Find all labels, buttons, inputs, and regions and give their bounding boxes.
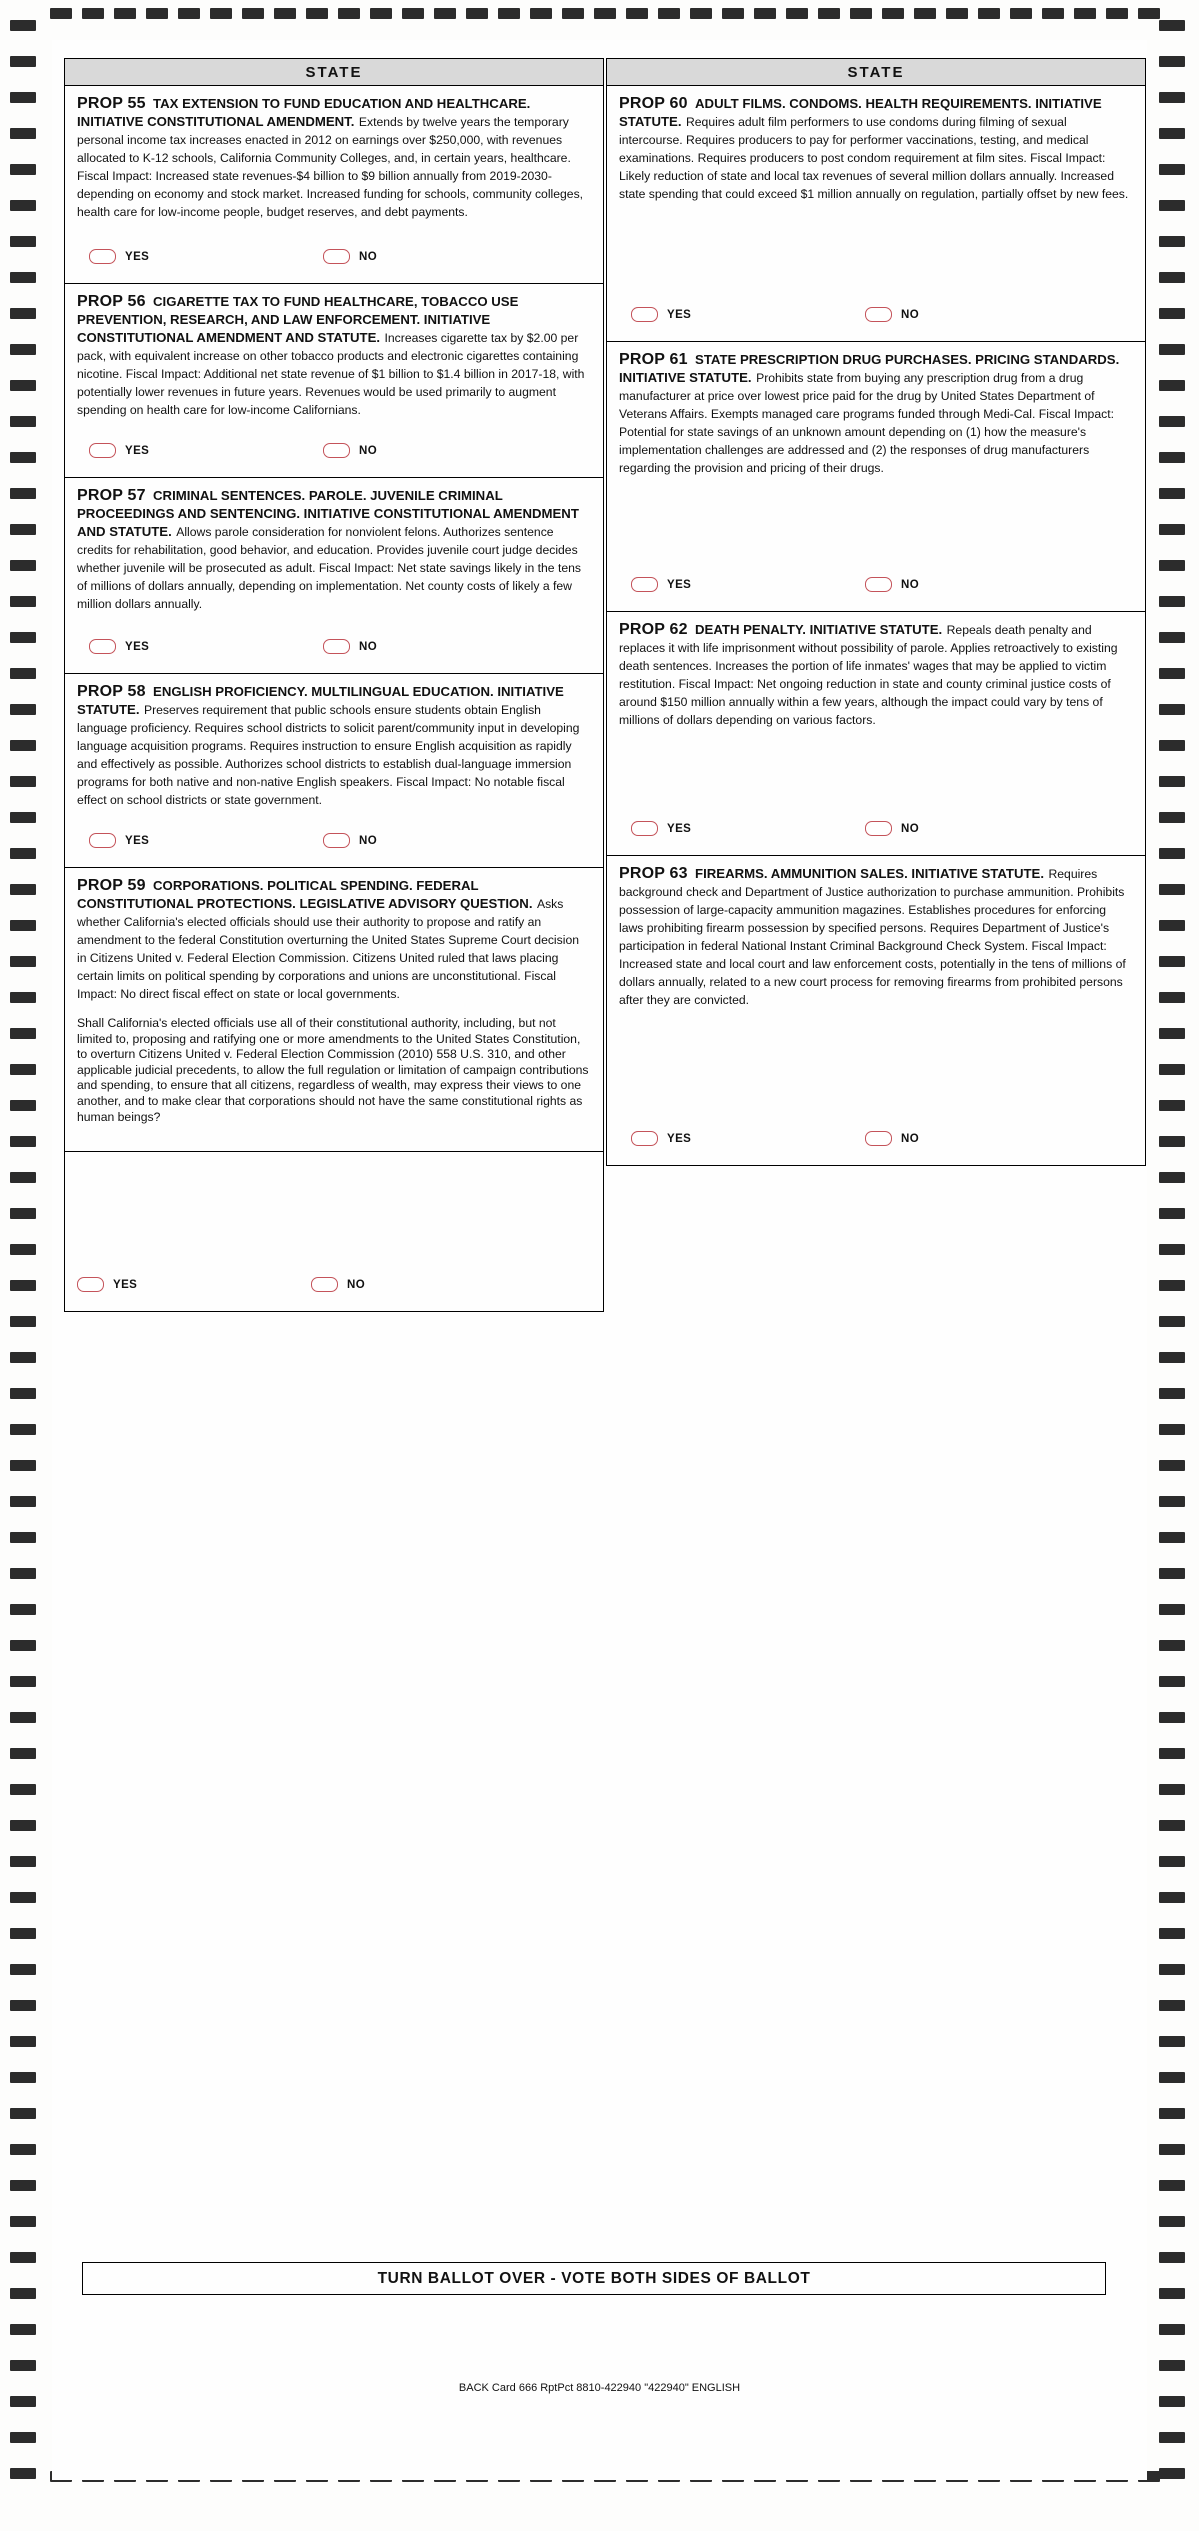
sprocket-hole [1159,452,1185,463]
vote-area-prop-60 [619,203,1133,335]
sprocket-hole [1159,1028,1185,1039]
measure-number-prop-55: PROP 55 [77,95,146,112]
sprocket-hole [10,128,36,139]
sprocket-hole [1159,920,1185,931]
perforation-mark [1042,8,1064,19]
perforation-mark [242,8,264,19]
vote-option-no-prop-60[interactable] [865,307,919,322]
vote-oval-icon[interactable] [311,1277,338,1292]
sprocket-hole [10,596,36,607]
vote-option-yes-prop-63[interactable] [631,1131,691,1146]
vote-oval-icon[interactable] [865,821,892,836]
perforation-mark [530,8,552,19]
sprocket-hole [10,920,36,931]
sprocket-hole [10,2108,36,2119]
sprocket-hole [1159,524,1185,535]
vote-oval-icon[interactable] [865,577,892,592]
sprocket-hole [10,2072,36,2083]
sprocket-hole [1159,416,1185,427]
measure-body-prop-57: Allows parole consideration for nonviolent felons. Authorizes sentence credits for rehabilitation, good behavior, and education. Provides juvenile court judge decides whether juvenile will be prosecuted as adult. Fiscal Impact: Net state savings likely in the tens of millions of dollars annually, depending on implementation. Net county costs of likely a few million dollars annually. [77,525,581,611]
sprocket-hole [10,1532,36,1543]
sprocket-hole [10,812,36,823]
sprocket-hole [10,1064,36,1075]
sprocket-hole [1159,344,1185,355]
vote-option-yes-prop-60[interactable] [631,307,691,322]
sprocket-hole [10,1820,36,1831]
perforation-mark [786,8,808,19]
sprocket-hole [10,560,36,571]
sprocket-hole [10,2216,36,2227]
measure-body-prop-59: Asks whether California's elected officials should use their authority to propose and ratify an amendment to the federal Constitution overturning the United States Supreme Court decision in Citizens United v. Federal Election Commission. Citizens United ruled that laws placing certain limits on political spending by corporations and unions are unconstitutional. Fiscal Impact: No direct fiscal effect on state or local governments. [77,897,580,1001]
sprocket-hole [10,200,36,211]
vote-oval-icon[interactable] [631,1131,658,1146]
sprocket-hole [1159,1424,1185,1435]
sprocket-hole [1159,1280,1185,1291]
measure-title-text-prop-57: CRIMINAL SENTENCES. PAROLE. JUVENILE CRIMINAL PROCEEDINGS AND SENTENCING. INITIATIVE CONSTITUTIONAL AMENDMENT AND STATUTE. [77,488,579,539]
perforation-mark [594,8,616,19]
measure-body-prop-63: Requires background check and Department of Justice authorization to purchase ammunition. Prohibits possession of large-capacity ammunition magazines. Establishes procedures for enforcing laws prohibiting firearm possession by specified persons. Requires Department of Justice's participation in federal National Instant Criminal Background Check System. Fiscal Impact: Increased state and local court and law enforcement costs, potentially in the tens of millions of dollars annually, related to a new court process for removing firearms from prohibited persons after they are convicted. [619,867,1126,1007]
sprocket-hole [10,848,36,859]
measure-prop-60 [606,86,1146,342]
perforation-mark [690,8,712,19]
vote-oval-icon[interactable] [89,249,116,264]
sprocket-hole [10,884,36,895]
vote-label-yes: YES [667,308,692,321]
measure-prop-61 [606,342,1146,612]
perforation-mark [434,8,456,19]
sprocket-hole [1159,2396,1185,2407]
sprocket-hole [1159,200,1185,211]
sprocket-hole [1159,1712,1185,1723]
perforation-mark [402,8,424,19]
sprocket-hole [1159,1964,1185,1975]
vote-area-prop-61 [619,477,1133,605]
sprocket-hole [1159,560,1185,571]
sprocket-hole [10,2288,36,2299]
perforation-mark [978,8,1000,19]
vote-option-no-prop-55[interactable] [323,249,377,264]
perforation-mark [946,8,968,19]
vote-label-no: NO [901,578,920,591]
sprocket-hole [10,1496,36,1507]
vote-oval-icon[interactable] [89,639,116,654]
sprocket-hole [1159,2360,1185,2371]
sprocket-hole [10,1280,36,1291]
measure-body-prop-56: Increases cigarette tax by $2.00 per pack, with equivalent increase on other tobacco products and electronic cigarettes containing nicotine. Fiscal Impact: Additional net state revenue of $1 billion to $1.4 billion in 2017-18, with potentially lower revenues in future years. Revenues would be used primarily to augment spending on health care for low-income Californians. [77,331,585,417]
sprocket-hole [10,416,36,427]
sprocket-hole [10,452,36,463]
sprocket-hole [1159,1928,1185,1939]
vote-option-yes-prop-56[interactable] [89,443,149,458]
measure-number-prop-61: PROP 61 [619,351,688,368]
sprocket-hole [10,2360,36,2371]
perforation-mark [914,8,936,19]
sprocket-hole [10,1028,36,1039]
sprocket-hole [1159,1748,1185,1759]
sprocket-hole [1159,2000,1185,2011]
sprocket-hole [10,956,36,967]
sprocket-hole [10,1928,36,1939]
measure-prop-59-continuation [64,1152,604,1312]
sprocket-hole [10,1568,36,1579]
vote-label-no: NO [359,640,378,653]
measure-title-prop-62 [619,622,942,637]
perforation-mark [850,8,872,19]
sprocket-hole [1159,92,1185,103]
sprocket-hole [1159,1568,1185,1579]
vote-label-yes: YES [125,444,150,457]
measure-body-prop-58: Preserves requirement that public schools ensure students obtain English language proficiency. Requires school districts to solicit parent/community input in developing language acquisition programs. Requires instruction to ensure English acquisition as rapidly and effectively as possible. Authorizes school districts to establish dual-language immersion programs for both native and non-native English speakers. Fiscal Impact: No notable fiscal effect on school districts or state government. [77,703,580,807]
perforation-mark [626,8,648,19]
vote-option-yes-prop-55[interactable] [89,249,149,264]
vote-area-prop-59-spacer [77,1125,591,1145]
measure-prop-57 [64,478,604,674]
sprocket-hole [10,380,36,391]
sprocket-hole [1159,236,1185,247]
sprocket-hole [1159,1244,1185,1255]
sprocket-hole [1159,1892,1185,1903]
measure-prop-62 [606,612,1146,856]
perforation-mark [306,8,328,19]
sprocket-hole [10,524,36,535]
vote-label-no: NO [359,250,378,263]
sprocket-hole [10,1244,36,1255]
sprocket-hole [1159,2324,1185,2335]
vote-oval-icon[interactable] [865,1131,892,1146]
sprocket-hole [1159,1640,1185,1651]
measure-title-prop-63 [619,866,1044,881]
vote-option-no-prop-57[interactable] [323,639,377,654]
measure-body-prop-55: Extends by twelve years the temporary personal income tax increases enacted in 2012 on earnings over $250,000, with revenues allocated to K-12 schools, California Community Colleges, and, in certain years, healthcare. Fiscal Impact: Increased state revenues-$4 billion to $9 billion annually from 2019-2030-depending on economy and stock market. Increased funding for schools, community colleges, health care for low-income people, budget reserves, and debt payments. [77,115,584,219]
sprocket-hole [10,632,36,643]
sprocket-hole [10,1964,36,1975]
vote-area-prop-63 [619,1009,1133,1159]
vote-area-prop-62 [619,729,1133,849]
sprocket-hole [10,1640,36,1651]
sprocket-hole [1159,2072,1185,2083]
vote-label-yes: YES [125,834,150,847]
sprocket-hole [1159,1676,1185,1687]
measure-title-text-prop-63: FIREARMS. AMMUNITION SALES. INITIATIVE STATUTE. [695,866,1045,881]
sprocket-hole [10,1604,36,1615]
vote-label-yes: YES [125,250,150,263]
sprocket-hole [10,92,36,103]
perforation-mark [658,8,680,19]
measure-number-prop-62: PROP 62 [619,621,688,638]
sprocket-hole [10,236,36,247]
ballot-card [52,40,1147,2480]
vote-label-no: NO [347,1278,366,1291]
vote-option-yes-prop-58[interactable] [89,833,149,848]
vote-label-yes: YES [667,578,692,591]
measure-prop-59 [64,868,604,1152]
vote-oval-icon[interactable] [865,307,892,322]
sprocket-hole [1159,1784,1185,1795]
sprocket-hole [10,488,36,499]
sprocket-hole [1159,1136,1185,1147]
vote-oval-icon[interactable] [77,1277,104,1292]
vote-oval-icon[interactable] [89,833,116,848]
sprocket-hole [10,308,36,319]
vote-option-no-prop-59[interactable] [311,1277,365,1292]
sprocket-hole [10,704,36,715]
column-header-right: STATE [606,58,1146,86]
sprocket-hole [1159,992,1185,1003]
sprocket-hole [1159,164,1185,175]
sprocket-hole [1159,1064,1185,1075]
sprocket-hole [10,1856,36,1867]
column-left [64,58,604,1312]
sprocket-hole [10,2432,36,2443]
measure-title-text-prop-56: CIGARETTE TAX TO FUND HEALTHCARE, TOBACCO USE PREVENTION, RESEARCH, AND LAW ENFORCEMENT. INITIATIVE CONSTITUTIONAL AMENDMENT AND STATUTE. [77,294,519,345]
perforation-mark [498,8,520,19]
sprocket-hole [1159,128,1185,139]
measure-title-text-prop-58: ENGLISH PROFICIENCY. MULTILINGUAL EDUCATION. INITIATIVE STATUTE. [77,684,564,717]
sprocket-hole [10,992,36,1003]
vote-area-prop-57 [77,613,591,667]
vote-oval-icon[interactable] [631,577,658,592]
turn-ballot-over-banner: TURN BALLOT OVER - VOTE BOTH SIDES OF BALLOT [82,2262,1106,2295]
sprocket-hole [10,1748,36,1759]
vote-oval-icon[interactable] [323,249,350,264]
sprocket-hole [1159,668,1185,679]
sprocket-hole [1159,308,1185,319]
sprocket-hole [1159,596,1185,607]
vote-label-no: NO [359,444,378,457]
sprocket-hole [1159,812,1185,823]
sprocket-hole [1159,1100,1185,1111]
sprocket-hole [1159,380,1185,391]
perforation-mark [754,8,776,19]
sprocket-hole [10,1100,36,1111]
sprocket-hole [1159,1856,1185,1867]
sprocket-hole [10,2180,36,2191]
sprocket-hole [10,1892,36,1903]
sprocket-hole [1159,776,1185,787]
sprocket-hole [10,344,36,355]
measure-body-prop-60: Requires adult film performers to use condoms during filming of sexual intercourse. Requires producers to pay for performer vaccinations, testing, and medical examinations. Requires producers to post condom requirement at film sites. Fiscal Impact: Likely reduction of state and local tax revenues of several million dollars annually. Increased state spending that could exceed $1 million annually on regulation, partially offset by new fees. [619,115,1129,201]
vote-option-no-prop-62[interactable] [865,821,919,836]
vote-area-prop-56 [77,419,591,471]
sprocket-hole [1159,1316,1185,1327]
sprocket-hole [10,1316,36,1327]
sprocket-hole [10,2000,36,2011]
perforation-mark [1074,8,1096,19]
column-right [606,58,1146,1166]
vote-option-yes-prop-59[interactable] [77,1277,137,1292]
sprocket-hole [1159,2432,1185,2443]
measure-title-text-prop-62: DEATH PENALTY. INITIATIVE STATUTE. [695,622,943,637]
vote-option-yes-prop-62[interactable] [631,821,691,836]
perforation-mark [338,8,360,19]
sprocket-hole [10,1352,36,1363]
vote-option-yes-prop-61[interactable] [631,577,691,592]
vote-oval-icon[interactable] [89,443,116,458]
sprocket-hole [10,1424,36,1435]
perforation-mark [818,8,840,19]
sprocket-hole [1159,884,1185,895]
sprocket-hole [1159,2108,1185,2119]
sprocket-hole [1159,704,1185,715]
sprocket-hole [1159,272,1185,283]
perforation-mark [466,8,488,19]
ballot-footer-code: BACK Card 666 RptPct 8810-422940 "422940" ENGLISH [458,2382,741,2394]
sprocket-hole [10,668,36,679]
measure-prop-55 [64,86,604,284]
sprocket-hole [10,1388,36,1399]
measure-prop-63 [606,856,1146,1166]
measure-question-prop-59: Shall California's elected officials use all of their constitutional authority, including, but not limited to, proposing and ratifying one or more amendments to the United States Constitution, to overturn Citizens United v. Federal Election Commission (2010) 558 U.S. 310, and other applicable judicial precedents, to allow the full regulation or limitation of campaign contributions and spending, to ensure that all citizens, regardless of wealth, may express their views to one another, and to make clear that corporations should not have the same constitutional rights as human beings? [77,1016,589,1124]
vote-oval-icon[interactable] [323,443,350,458]
sprocket-hole [10,2144,36,2155]
vote-option-no-prop-58[interactable] [323,833,377,848]
vote-label-yes: YES [667,1132,692,1145]
sprocket-hole [1159,56,1185,67]
perforation-mark [1138,8,1160,19]
sprocket-hole [10,56,36,67]
perforation-mark [178,8,200,19]
vote-label-yes: YES [113,1278,138,1291]
vote-label-no: NO [359,834,378,847]
perforation-mark [274,8,296,19]
sprocket-hole [10,2324,36,2335]
sprocket-hole [1159,2252,1185,2263]
sprocket-hole [10,2252,36,2263]
sprocket-hole [10,1460,36,1471]
measure-number-prop-56: PROP 56 [77,293,146,310]
sprocket-hole [1159,2288,1185,2299]
vote-oval-icon[interactable] [323,639,350,654]
vote-label-yes: YES [667,822,692,835]
sprocket-hole [1159,1388,1185,1399]
vote-oval-icon[interactable] [631,821,658,836]
column-header-left: STATE [64,58,604,86]
perforation-mark [562,8,584,19]
vote-area-prop-58 [77,809,591,861]
sprocket-strip-right [1155,0,1193,2531]
sprocket-hole [10,1784,36,1795]
sprocket-hole [10,272,36,283]
sprocket-hole [10,740,36,751]
measure-prop-56 [64,284,604,478]
perforation-strip-top [0,8,1199,22]
measure-title-text-prop-61: STATE PRESCRIPTION DRUG PURCHASES. PRICING STANDARDS. INITIATIVE STATUTE. [619,352,1120,385]
sprocket-hole [1159,1604,1185,1615]
perforation-mark [210,8,232,19]
measure-title-text-prop-59: CORPORATIONS. POLITICAL SPENDING. FEDERAL CONSTITUTIONAL PROTECTIONS. LEGISLATIVE ADVISORY QUESTION. [77,878,533,911]
sprocket-hole [1159,1820,1185,1831]
sprocket-hole [10,1676,36,1687]
vote-option-no-prop-63[interactable] [865,1131,919,1146]
perforation-mark [722,8,744,19]
measure-number-prop-58: PROP 58 [77,683,146,700]
sprocket-hole [10,2396,36,2407]
sprocket-hole [1159,632,1185,643]
sprocket-hole [1159,848,1185,859]
sprocket-hole [10,1172,36,1183]
sprocket-hole [10,776,36,787]
vote-label-no: NO [901,1132,920,1145]
measure-number-prop-60: PROP 60 [619,95,688,112]
sprocket-hole [1159,488,1185,499]
sprocket-hole [1159,2144,1185,2155]
vote-label-no: NO [901,822,920,835]
sprocket-hole [1159,1352,1185,1363]
perforation-mark [50,8,72,19]
sprocket-hole [10,164,36,175]
vote-option-yes-prop-57[interactable] [89,639,149,654]
vote-area-prop-55 [77,221,591,277]
perforation-mark [146,8,168,19]
sprocket-hole [1159,2036,1185,2047]
sprocket-strip-left [6,0,44,2531]
measure-number-prop-63: PROP 63 [619,865,688,882]
measure-body-prop-61: Prohibits state from buying any prescription drug from a drug manufacturer at price over lowest price paid for the drug by United States Department of Veterans Affairs. Exempts managed care programs funded through Medi-Cal. Fiscal Impact: Potential for state savings of an unknown amount depending on (1) how the measure's implementation challenges are addressed and (2) the responses of drug manufacturers regarding the provision and pricing of their drugs. [619,371,1114,475]
sprocket-hole [10,1712,36,1723]
sprocket-hole [1159,2216,1185,2227]
measure-title-prop-59 [77,878,533,911]
perforation-mark [370,8,392,19]
vote-oval-icon[interactable] [323,833,350,848]
measure-title-text-prop-60: ADULT FILMS. CONDOMS. HEALTH REQUIREMENTS. INITIATIVE STATUTE. [619,96,1102,129]
measure-number-prop-59: PROP 59 [77,877,146,894]
perforation-mark [82,8,104,19]
measure-title-text-prop-55: TAX EXTENSION TO FUND EDUCATION AND HEALTHCARE. INITIATIVE CONSTITUTIONAL AMENDMENT. [77,96,531,129]
sprocket-hole [1159,956,1185,967]
sprocket-hole [10,2036,36,2047]
sprocket-hole [1159,1208,1185,1219]
sprocket-hole [10,1208,36,1219]
perforation-mark [1106,8,1128,19]
measure-prop-58 [64,674,604,868]
perforation-mark [1010,8,1032,19]
measure-number-prop-57: PROP 57 [77,487,146,504]
vote-label-yes: YES [125,640,150,653]
perforation-mark [114,8,136,19]
sprocket-hole [1159,1460,1185,1471]
perforation-mark [882,8,904,19]
sprocket-hole [1159,1172,1185,1183]
vote-label-no: NO [901,308,920,321]
vote-option-no-prop-56[interactable] [323,443,377,458]
vote-option-no-prop-61[interactable] [865,577,919,592]
sprocket-hole [1159,1532,1185,1543]
measure-body-prop-62: Repeals death penalty and replaces it with life imprisonment without possibility of parole. Applies retroactively to existing death sentences. Increases the portion of life inmates' wages that may be applied to victim restitution. Fiscal Impact: Net ongoing reduction in state and county criminal justice costs of around $150 million annually within a few years, although the impact could vary by tens of millions of dollars depending on various factors. [619,623,1118,727]
sprocket-hole [1159,2180,1185,2191]
vote-oval-icon[interactable] [631,307,658,322]
sprocket-hole [1159,740,1185,751]
sprocket-hole [1159,1496,1185,1507]
sprocket-hole [10,1136,36,1147]
